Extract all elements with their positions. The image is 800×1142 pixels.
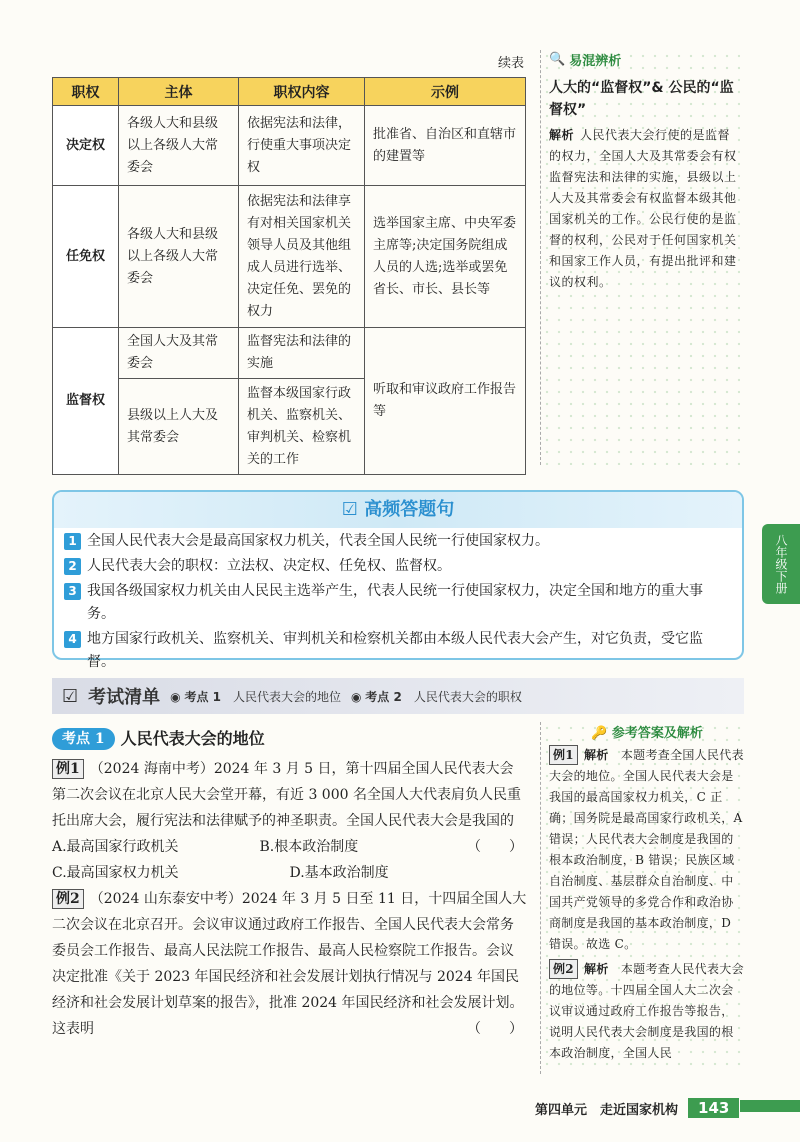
continued-label: 续表 bbox=[498, 56, 525, 71]
sidebar-title: 人大的“监督权”& 公民的“监督权” bbox=[549, 80, 734, 118]
unit-title: 第四单元 走近国家机构 bbox=[535, 1102, 679, 1118]
option-b: B.根本政治制度 bbox=[259, 839, 359, 855]
answer-2: 例2 解析 本题考查人民代表大会的地位等。十四届全国人大二次会议审议通过政府工作报告等报告，说明人民代表大会制度是我国的根本政治制度，全国人民 bbox=[549, 959, 745, 1064]
list-item: 1 全国人民代表大会是最高国家权力机关，代表全国人民统一行使国家权力。 bbox=[64, 530, 730, 553]
main-content bbox=[52, 726, 527, 1042]
confusion-sidebar bbox=[540, 50, 740, 465]
row-content: 依据宪法和法律享有对相关国家机关领导人员及其他组成人员进行选举、决定任免、罢免的权力 bbox=[239, 186, 365, 328]
row-content: 依据宪法和法律，行使重大事项决定权 bbox=[239, 106, 365, 186]
row-name: 任免权 bbox=[53, 186, 119, 328]
exam-point-2: ◉ 考点 2 人民代表大会的职权 bbox=[351, 689, 522, 704]
key-point-heading bbox=[52, 726, 527, 752]
table-row bbox=[53, 106, 526, 186]
row-example: 听取和审议政府工作报告等 bbox=[365, 328, 526, 475]
options-row bbox=[52, 860, 527, 886]
options-row bbox=[52, 834, 467, 860]
answer-paren: （ ） bbox=[467, 1021, 523, 1037]
sidebar-body: 解析 人民代表大会行使的是监督的权力，全国人大及其常委会有权监督宪法和法律的实施，县级以上人大及其常委会有权监督本级其他国家机关的工作。公民行使的是监督的权利，公民对于任何国家机关和国家工作人员，有提出批评和建议的权利。 bbox=[549, 128, 737, 289]
row-name: 监督权 bbox=[53, 328, 119, 475]
key-point-title: 人民代表大会的地位 bbox=[120, 729, 265, 748]
row-subject: 各级人大和县级以上各级人大常委会 bbox=[119, 106, 239, 186]
checkbox-icon: ☑ bbox=[62, 685, 79, 707]
answer-paren: （ ） bbox=[467, 839, 523, 855]
header-content: 职权内容 bbox=[239, 78, 365, 106]
key-point-badge: 考点 1 bbox=[52, 728, 115, 750]
row-example: 选举国家主席、中央军委主席等;决定国务院组成人员的人选;选举或罢免省长、市长、县长等 bbox=[365, 186, 526, 328]
header-subject: 主体 bbox=[119, 78, 239, 106]
magnifier-icon: 🔍 bbox=[549, 52, 566, 67]
example-2: 例2 （2024 山东泰安中考）2024 年 3 月 5 日至 11 日，十四届全国人大二次会议在北京召开。会议审议通过政府工作报告、全国人民代表大会常务委员会工作报告、最高人民法院工作报告、最高人民检察院工作报告。会议决定批准《关于 2023 年国民经济和社会发展计划执行情况与 2024 年国民经济和社会发展计划草案的报告》，批准 2024 年国民经济和社会发展计划。这表明 （ ） bbox=[52, 886, 527, 1042]
row-content: 监督宪法和法律的实施 bbox=[239, 328, 365, 379]
list-item: 2 人民代表大会的职权：立法权、决定权、任免权、监督权。 bbox=[64, 555, 730, 578]
row-name: 决定权 bbox=[53, 106, 119, 186]
high-frequency-panel bbox=[52, 490, 744, 670]
header-example: 示例 bbox=[365, 78, 526, 106]
sidebar-header: 🔍 易混辨析 bbox=[549, 52, 622, 69]
option-a: A.最高国家行政机关 bbox=[52, 839, 179, 855]
exam-point-1: ◉ 考点 1 人民代表大会的地位 bbox=[170, 689, 341, 704]
answer-1: 例1 解析 本题考查全国人民代表大会的地位。全国人民代表大会是我国的最高国家权力机关，C 正确；国务院是最高国家行政机关，A 错误；人民代表大会制度是我国的根本政治制度，B 错误；民族区域自治制度、基层群众自治制度、中国共产党领导的多党合作和政治协商制度是我国的基本政治制度，D 错误。故选 C。 bbox=[549, 745, 745, 955]
key-icon: 🔑 bbox=[591, 726, 608, 741]
powers-table bbox=[52, 77, 526, 475]
hf-list bbox=[64, 530, 730, 676]
check-icon: ☑ bbox=[341, 499, 365, 520]
hf-header bbox=[54, 492, 742, 528]
header-power: 职权 bbox=[53, 78, 119, 106]
row-example: 批准省、自治区和直辖市的建置等 bbox=[365, 106, 526, 186]
row-subject: 全国人大及其常委会 bbox=[119, 328, 239, 379]
footer-bar bbox=[740, 1100, 800, 1112]
row-subject: 各级人大和县级以上各级人大常委会 bbox=[119, 186, 239, 328]
table-header-row bbox=[53, 78, 526, 106]
grade-tab: 八年级下册 bbox=[762, 524, 800, 604]
row-content: 监督本级国家行政机关、监察机关、审判机关、检察机关的工作 bbox=[239, 379, 365, 475]
row-subject: 县级以上人大及其常委会 bbox=[119, 379, 239, 475]
list-item: 4 地方国家行政机关、监察机关、审判机关和检察机关都由本级人民代表大会产生，对它负责，受它监督。 bbox=[64, 628, 730, 674]
hf-title: 高频答题句 bbox=[364, 499, 455, 520]
option-c: C.最高国家权力机关 bbox=[52, 865, 179, 881]
exam-title: 考试清单 bbox=[88, 687, 161, 708]
example-label: 例2 bbox=[52, 889, 84, 909]
example-label: 例1 bbox=[52, 759, 84, 779]
list-item: 3 我国各级国家权力机关由人民民主选举产生，代表人民统一行使国家权力，决定全国和地方的重大事务。 bbox=[64, 580, 730, 626]
answers-header: 🔑 参考答案及解析 bbox=[591, 726, 703, 741]
table-row bbox=[53, 186, 526, 328]
table-row bbox=[53, 328, 526, 379]
option-d: D.基本政治制度 bbox=[289, 865, 389, 881]
answers-sidebar bbox=[540, 722, 745, 1074]
example-1: 例1 （2024 海南中考）2024 年 3 月 5 日，第十四届全国人民代表大会第二次会议在北京人民大会堂开幕，有近 3 000 名全国人大代表肩负人民重托出席大会，履行宪法和法律赋予的神圣职责。全国人民代表大会是我国的 （ ） bbox=[52, 756, 527, 834]
exam-list-bar bbox=[52, 678, 744, 714]
page-number: 143 bbox=[688, 1098, 739, 1118]
page-footer bbox=[535, 1098, 739, 1118]
